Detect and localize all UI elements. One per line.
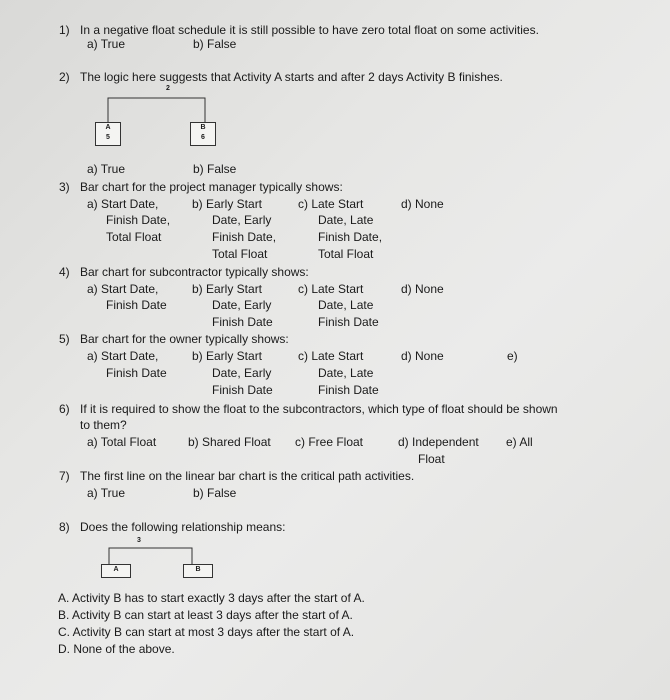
q3-option-c-line1: c) Late Start (298, 197, 364, 211)
q7-option-a: a) True (87, 486, 126, 500)
q6-number: 6) (59, 402, 70, 416)
q8-option-d: D. None of the above. (58, 642, 175, 656)
q4-text: Bar chart for subcontractor typically shows: (80, 265, 309, 279)
q2-option-a: a) True (87, 162, 126, 176)
q6-option-e: e) All (506, 435, 533, 449)
q2-activity-b-duration: 6 (201, 134, 205, 141)
q5-option-b-line3: Finish Date (212, 383, 273, 397)
q4-option-a-line2: Finish Date (106, 298, 167, 312)
q2-network-diagram (90, 86, 230, 156)
q2-activity-b-box (190, 122, 216, 146)
q8-activity-b-box (183, 564, 213, 578)
q2-activity-a-box (95, 122, 121, 146)
q4-option-b-line3: Finish Date (212, 315, 273, 329)
q3-option-b-line4: Total Float (212, 247, 268, 261)
q5-number: 5) (59, 332, 70, 346)
q1-option-a: a) True (87, 37, 126, 51)
q2-option-b: b) False (193, 162, 237, 176)
q4-option-b-line2: Date, Early (212, 298, 272, 312)
q6-option-c: c) Free Float (295, 435, 364, 449)
q8-relationship-lines (95, 536, 225, 586)
q6-text-line2: to them? (80, 418, 127, 432)
q5-option-c-line1: c) Late Start (298, 349, 364, 363)
q2-activity-a-duration: 5 (106, 134, 110, 141)
q5-option-d: d) None (401, 349, 444, 363)
q3-option-a-line3: Total Float (106, 230, 162, 244)
q3-option-b-line1: b) Early Start (192, 197, 263, 211)
q7-number: 7) (59, 469, 70, 483)
q3-option-c-line4: Total Float (318, 247, 374, 261)
q3-option-b-line2: Date, Early (212, 213, 272, 227)
q1-option-b: b) False (193, 37, 237, 51)
q1-number: 1) (59, 23, 70, 37)
q6-option-a: a) Total Float (87, 435, 157, 449)
q3-option-b-line3: Finish Date, (212, 230, 277, 244)
q5-option-c-line2: Date, Late (318, 366, 374, 380)
q8-number: 8) (59, 520, 70, 534)
q6-option-b: b) Shared Float (188, 435, 271, 449)
q3-option-c-line3: Finish Date, (318, 230, 383, 244)
q4-option-c-line1: c) Late Start (298, 282, 364, 296)
q3-number: 3) (59, 180, 70, 194)
q7-text: The first line on the linear bar chart is the critical path activities. (80, 469, 415, 483)
q5-option-b-line1: b) Early Start (192, 349, 263, 363)
q4-option-c-line3: Finish Date (318, 315, 379, 329)
q6-option-d-line2: Float (418, 452, 445, 466)
q1-text: In a negative float schedule it is still possible to have zero total float on some activities. (80, 23, 539, 37)
q3-text: Bar chart for the project manager typically shows: (80, 180, 343, 194)
q2-activity-b-name: B (200, 124, 206, 131)
q5-option-c-line3: Finish Date (318, 383, 379, 397)
q8-option-a: A. Activity B has to start exactly 3 days after the start of A. (58, 591, 365, 605)
q8-text: Does the following relationship means: (80, 520, 286, 534)
q2-lag-label: 2 (166, 85, 170, 92)
q8-option-c: C. Activity B can start at most 3 days after the start of A. (58, 625, 355, 639)
q8-activity-b-name: B (195, 566, 201, 573)
q6-option-d-line1: d) Independent (398, 435, 479, 449)
q3-option-d: d) None (401, 197, 444, 211)
q6-text-line1: If it is required to show the float to the subcontractors, which type of float should be shown (80, 402, 558, 416)
q4-number: 4) (59, 265, 70, 279)
q3-option-a-line2: Finish Date, (106, 213, 171, 227)
q8-activity-a-name: A (113, 566, 119, 573)
q8-lag-label: 3 (137, 537, 141, 544)
q3-option-c-line2: Date, Late (318, 213, 374, 227)
q5-option-a-line2: Finish Date (106, 366, 167, 380)
q8-activity-a-box (101, 564, 131, 578)
q5-option-a-line1: a) Start Date, (87, 349, 159, 363)
q3-option-a-line1: a) Start Date, (87, 197, 159, 211)
q5-text: Bar chart for the owner typically shows: (80, 332, 289, 346)
q5-option-e: e) (507, 349, 518, 363)
q7-option-b: b) False (193, 486, 237, 500)
q4-option-d: d) None (401, 282, 444, 296)
q5-option-b-line2: Date, Early (212, 366, 272, 380)
q2-text: The logic here suggests that Activity A starts and after 2 days Activity B finishes. (80, 70, 503, 84)
q4-option-c-line2: Date, Late (318, 298, 374, 312)
q4-option-a-line1: a) Start Date, (87, 282, 159, 296)
q2-number: 2) (59, 70, 70, 84)
q2-activity-a-name: A (105, 124, 111, 131)
q4-option-b-line1: b) Early Start (192, 282, 263, 296)
q8-option-b: B. Activity B can start at least 3 days after the start of A. (58, 608, 353, 622)
q8-network-diagram (95, 536, 225, 586)
